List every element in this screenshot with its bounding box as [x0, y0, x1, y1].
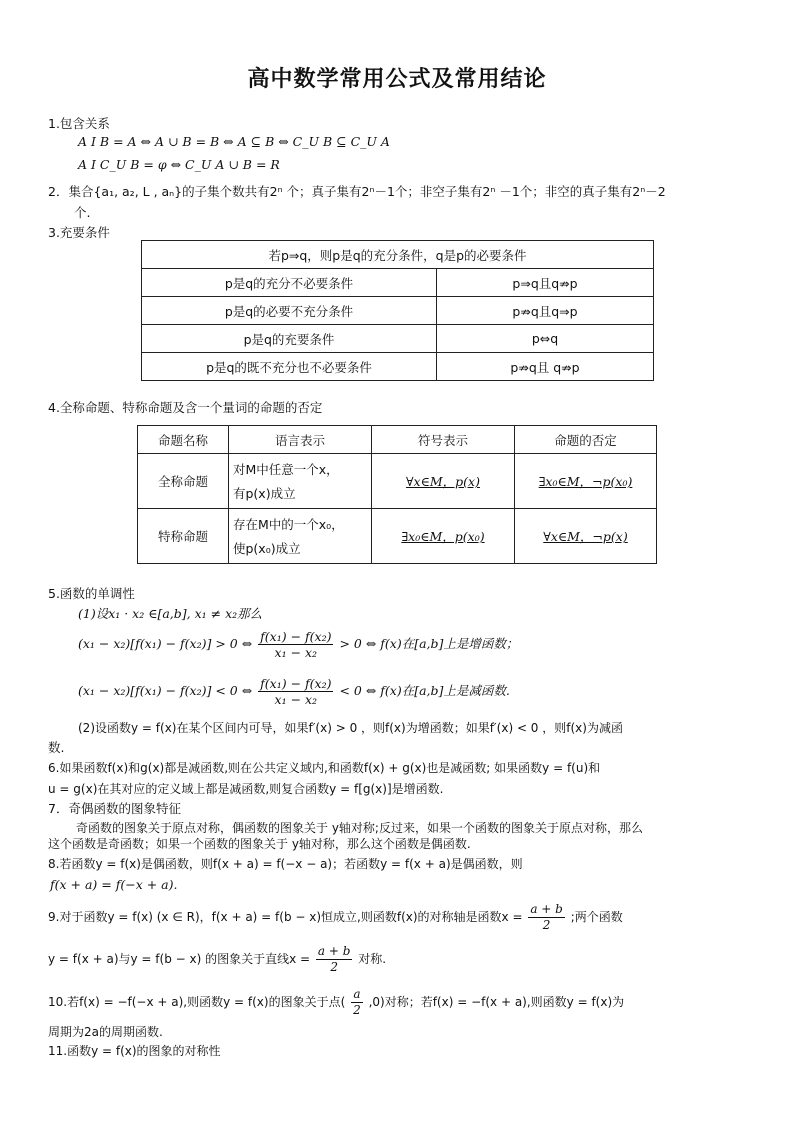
quantifier-row-2-language-line-2: 使p(x₀)成立 [233, 541, 301, 556]
quantifier-header-name: 命题名称 [138, 426, 229, 454]
section-7-line-1: 奇函数的图象关于原点对称，偶函数的图象关于 y轴对称;反过来，如果一个函数的图象关于原点对称，那么 [76, 821, 643, 835]
fraction-denominator: 2 [353, 1003, 361, 1017]
sufficiency-row-1-right: p⇒q且q⇏p [437, 269, 654, 297]
quantifier-row-1-symbol: ∀x∈M，p(x) [406, 474, 480, 489]
quantifier-row-1-language-line-2: 有p(x)成立 [233, 486, 296, 501]
quantifier-row-1-language-line-1: 对M中任意一个x， [233, 462, 339, 477]
section-5-decreasing [78, 675, 510, 707]
quantifier-row-2-name: 特称命题 [138, 509, 229, 564]
fraction-denominator: 2 [330, 960, 338, 974]
section-5-derivative-cont: 数. [48, 740, 65, 755]
sufficiency-row-3-right: p⇔q [437, 325, 654, 353]
section-10-line-2: 周期为2a的周期函数. [48, 1025, 163, 1039]
quantifier-row-2-language-line-1: 存在M中的一个x₀， [233, 517, 344, 532]
section-10-line-1 [48, 985, 624, 1019]
section-5-increasing-fraction [258, 629, 333, 660]
section-9-line-2-right: 对称. [358, 952, 387, 966]
section-5-condition: (1)设x₁ · x₂ ∈[a,b], x₁ ≠ x₂那么 [78, 606, 263, 621]
fraction-denominator: x₁ − x₂ [274, 645, 318, 660]
section-8-line-2: f(x + a) = f(−x + a). [50, 877, 178, 892]
section-5-decreasing-fraction [258, 676, 333, 707]
fraction-numerator: a [351, 987, 363, 1003]
quantifier-table [137, 425, 657, 564]
section-7-line-2: 这个函数是奇函数；如果一个函数的图象关于 y轴对称，那么这个函数是偶函数. [48, 837, 471, 851]
sufficiency-row-4-right: p⇏q且 q⇏p [437, 353, 654, 381]
section-6-line-2: u = g(x)在其对应的定义域上都是减函数,则复合函数y = f[g(x)]是增函数. [48, 782, 444, 796]
sufficiency-table [141, 240, 654, 381]
section-10-line-1-left: 10.若f(x) = −f(−x + a),则函数y = f(x)的图象关于点( [48, 995, 346, 1009]
section-2-text-cont: 个. [74, 205, 91, 220]
section-9-line-2 [48, 942, 386, 976]
section-10-fraction [351, 987, 363, 1018]
section-9-line-1 [48, 900, 623, 934]
quantifier-row-1-negation: ∃x₀∈M，¬p(x₀) [538, 474, 633, 489]
quantifier-header-symbol: 符号表示 [372, 426, 515, 454]
section-5-increasing-left: (x₁ − x₂)[f(x₁) − f(x₂)] > 0 ⇔ [78, 636, 253, 651]
section-1-heading: 1.包含关系 [48, 116, 110, 131]
section-5-decreasing-left: (x₁ − x₂)[f(x₁) − f(x₂)] < 0 ⇔ [78, 683, 253, 698]
section-5-increasing [78, 628, 518, 660]
sufficiency-row-4-left: p是q的既不充分也不必要条件 [142, 353, 437, 381]
section-5-derivative: (2)设函数y = f(x)在某个区间内可导，如果f′(x) > 0 ，则f(x)为增函数；如果f′(x) < 0 ，则f(x)为减函 [78, 721, 623, 735]
section-8-line-1: 8.若函数y = f(x)是偶函数，则f(x + a) = f(−x − a)；若函数y = f(x + a)是偶函数，则 [48, 857, 523, 871]
quantifier-header-language: 语言表示 [229, 426, 372, 454]
section-11-heading: 11.函数y = f(x)的图象的对称性 [48, 1044, 221, 1058]
section-9-line-2-left: y = f(x + a)与y = f(b − x) 的图象关于直线x = [48, 952, 311, 966]
section-9-fraction-1 [528, 902, 565, 933]
fraction-numerator: a + b [317, 944, 351, 958]
sufficiency-row-2-right: p⇏q且q⇒p [437, 297, 654, 325]
fraction-denominator: x₁ − x₂ [274, 692, 318, 707]
section-9-line-1-right: ;两个函数 [570, 910, 623, 924]
section-1-formula-2: A I C_U B = φ ⇔ C_U A ∪ B = R [78, 157, 280, 172]
section-6-line-1: 6.如果函数f(x)和g(x)都是减函数,则在公共定义域内,和函数f(x) + g(x)也是减函数; 如果函数y = f(u)和 [48, 761, 601, 775]
fraction-numerator: a + b [530, 902, 563, 916]
sufficiency-row-3-left: p是q的充要条件 [142, 325, 437, 353]
quantifier-row-2-negation: ∀x∈M，¬p(x) [543, 529, 628, 544]
quantifier-row-1-name: 全称命题 [138, 454, 229, 509]
section-10-line-1-right: ,0)对称；若f(x) = −f(x + a),则函数y = f(x)为 [368, 995, 625, 1009]
quantifier-row-2-language [229, 509, 372, 564]
sufficiency-row-1-left: p是q的充分不必要条件 [142, 269, 437, 297]
quantifier-row-2-symbol: ∃x₀∈M，p(x₀) [401, 529, 485, 544]
section-5-increasing-right: > 0 ⇔ f(x)在[a,b]上是增函数； [339, 636, 519, 651]
sufficiency-table-header: 若p⇒q，则p是q的充分条件，q是p的必要条件 [142, 241, 654, 269]
section-4-heading: 4.全称命题、特称命题及含一个量词的命题的否定 [48, 400, 323, 415]
section-1-formula-1: A I B = A ⇔ A ∪ B = B ⇔ A ⊆ B ⇔ C_U B ⊆ C_U A [78, 134, 390, 149]
fraction-numerator: f(x₁) − f(x₂) [260, 676, 332, 691]
fraction-denominator: 2 [542, 918, 551, 932]
fraction-numerator: f(x₁) − f(x₂) [260, 629, 332, 644]
section-5-heading: 5.函数的单调性 [48, 586, 135, 601]
sufficiency-row-2-left: p是q的必要不充分条件 [142, 297, 437, 325]
quantifier-row-1-language [229, 454, 372, 509]
section-9-line-1-left: 9.对于函数y = f(x) (x ∈ R)，f(x + a) = f(b − x)恒成立,则函数f(x)的对称轴是函数x = [48, 910, 523, 924]
section-2-text: 2．集合{a₁, a₂, L , aₙ}的子集个数共有2ⁿ 个；真子集有2ⁿ－1个；非空子集有2ⁿ －1个；非空的真子集有2ⁿ－2 [48, 184, 666, 199]
section-3-heading: 3.充要条件 [48, 225, 110, 240]
section-7-heading: 7．奇偶函数的图象特征 [48, 801, 181, 816]
page-title: 高中数学常用公式及常用结论 [247, 66, 547, 92]
section-5-decreasing-right: < 0 ⇔ f(x)在[a,b]上是减函数. [339, 683, 510, 698]
quantifier-header-negation: 命题的否定 [515, 426, 657, 454]
section-9-fraction-2 [316, 944, 353, 975]
